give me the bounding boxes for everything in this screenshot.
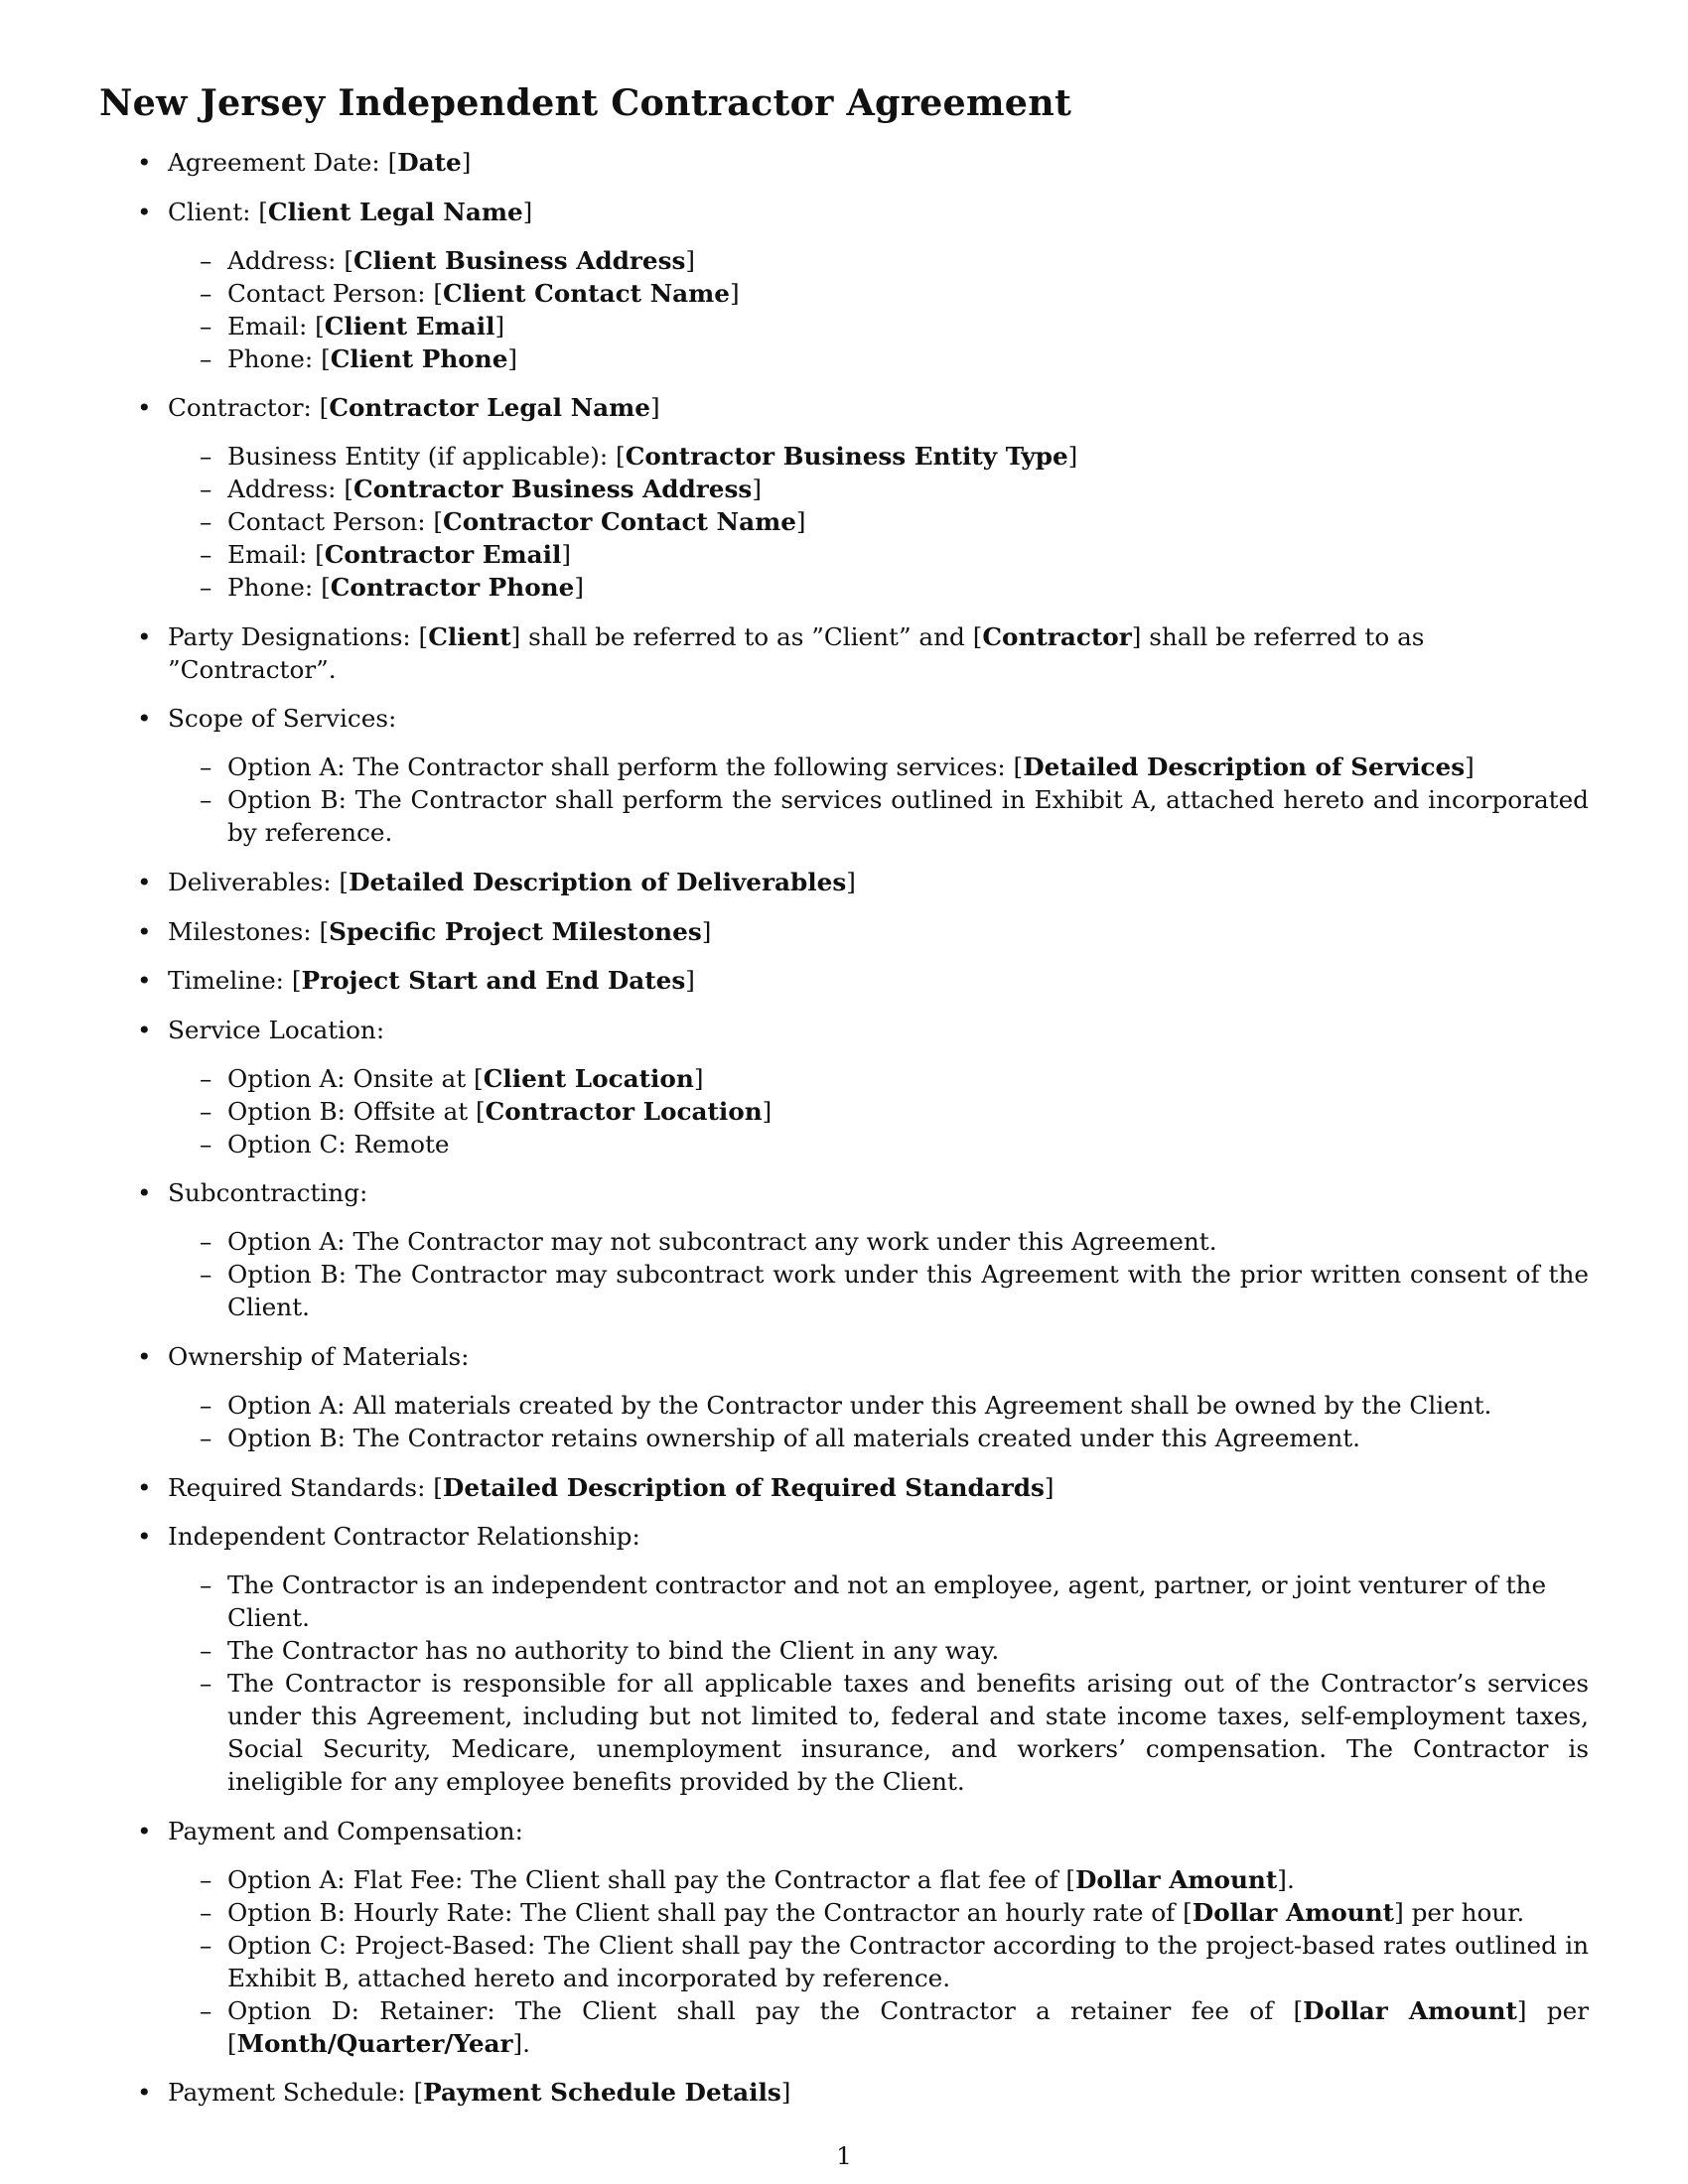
sub-item: – Phone: [Contractor Phone] [168, 571, 1589, 604]
option-d: – Option D: Retainer: The Client shall pay the Contractor a retainer fee of [Dollar Amount] per [Month/Quarter/Year]. [168, 1994, 1589, 2060]
clause-deliverables: • Deliverables: [Detailed Description of Deliverables] [99, 866, 1589, 898]
clause-text: shall be referred to as ”Client” and [520, 621, 973, 651]
placeholder-field: Specific Project Milestones [329, 916, 702, 946]
option-a: – Option A: Onsite at [Client Location] [168, 1062, 1589, 1095]
sub-item: – Phone: [Client Phone] [168, 342, 1589, 375]
placeholder-field: Client Contact Name [443, 278, 730, 308]
option-text: Option D: Retainer: The Client shall pay the Contractor a retainer fee of [227, 1995, 1294, 2025]
sub-label: Business Entity (if applicable): [227, 442, 617, 472]
option-b: – Option B: Offsite at [Contractor Location] [168, 1095, 1589, 1128]
sub-item: – Address: [Contractor Business Address] [168, 473, 1589, 505]
document-title: New Jersey Independent Contractor Agreement [99, 81, 1072, 124]
option-text: per hour. [1403, 1897, 1525, 1927]
option-text: per [1526, 1995, 1590, 2025]
placeholder-field: Client Location [483, 1063, 694, 1093]
clause-label: Scope of Services: [168, 704, 397, 734]
clause-scope [99, 702, 1589, 849]
option-c: – Option C: Remote [168, 1128, 1589, 1160]
clause-agreement-date: • Agreement Date: [Date] [99, 146, 1589, 179]
relationship-item: – The Contractor is an independent contractor and not an employee, agent, partner, or joint venturer of the Client. [168, 1569, 1589, 1634]
placeholder-field: Dollar Amount [1303, 1995, 1517, 2025]
placeholder-field: Client Business Address [353, 245, 686, 275]
placeholder-field: Project Start and End Dates [301, 966, 686, 996]
clause-label: Payment Schedule: [168, 2078, 414, 2108]
clause-client: • Client: [Client Legal Name] – Address: [Client Business Address] – Contact Person: [Client Contact Name] – Email: [Client Email] – Phone: [Client Phone] [99, 196, 1589, 375]
clause-label: Deliverables: [168, 867, 340, 896]
placeholder-field: Contractor Phone [330, 573, 575, 603]
scope-options [168, 751, 1589, 849]
relationship-item: – The Contractor has no authority to bind the Client in any way. [168, 1634, 1589, 1667]
sub-label: Phone: [227, 573, 322, 603]
clause-ownership [99, 1340, 1589, 1454]
clause-label: Client: [168, 197, 259, 226]
sub-label: Email: [227, 540, 316, 570]
location-options [168, 1062, 1589, 1160]
option-c: – Option C: Project-Based: The Client shall pay the Contractor according to the project-based rates outlined in Exhibit B, attached hereto and incorporated by reference. [168, 1929, 1589, 1994]
clause-service-location [99, 1014, 1589, 1160]
document-page [99, 81, 1589, 2125]
placeholder-field: Payment Schedule Details [423, 2078, 781, 2108]
placeholder-field: Dollar Amount [1192, 1897, 1395, 1927]
placeholder-field: Client [428, 621, 511, 651]
clause-list [99, 146, 1589, 2109]
placeholder-field: Contractor Business Entity Type [625, 442, 1068, 472]
option-text: Option B: Hourly Rate: The Client shall pay the Contractor an hourly rate of [227, 1897, 1184, 1927]
option-a: – Option A: The Contractor may not subcontract any work under this Agreement. [168, 1225, 1589, 1258]
sub-item: – Email: [Contractor Email] [168, 538, 1589, 571]
sub-item: – Email: [Client Email] [168, 310, 1589, 342]
sub-label: Email: [227, 311, 316, 341]
clause-label: Service Location: [168, 1015, 385, 1044]
relationship-items [168, 1569, 1589, 1798]
option-b: – Option B: The Contractor shall perform the services outlined in Exhibit A, attached hereto and incorporated by reference. [168, 783, 1589, 849]
sub-item: – Contact Person: [Contractor Contact Name] [168, 505, 1589, 538]
option-text: . [522, 2028, 531, 2058]
clause-label: Party Designations: [168, 621, 419, 651]
placeholder-field: Contractor Email [324, 540, 562, 570]
clause-label: Contractor: [168, 393, 320, 423]
option-text: Option B: Offsite at [227, 1096, 476, 1126]
sub-item: – Contact Person: [Client Contact Name] [168, 277, 1589, 310]
clause-relationship [99, 1520, 1589, 1798]
placeholder-field: Contractor [982, 621, 1132, 651]
option-a: – Option A: All materials created by the Contractor under this Agreement shall be owned by the Client. [168, 1389, 1589, 1422]
clause-label: Agreement Date: [168, 148, 388, 177]
placeholder-field: Month/Quarter/Year [236, 2028, 513, 2058]
clause-payment [99, 1815, 1589, 2060]
sub-label: Contact Person: [227, 278, 434, 308]
clause-milestones: • Milestones: [Specific Project Milestones] [99, 915, 1589, 948]
placeholder-field: Contractor Location [485, 1096, 763, 1126]
clause-timeline: • Timeline: [Project Start and End Dates] [99, 964, 1589, 997]
placeholder-field: Client Legal Name [267, 197, 523, 226]
option-b: – Option B: The Contractor may subcontract work under this Agreement with the prior written consent of the Client. [168, 1258, 1589, 1323]
clause-label: Subcontracting: [168, 1178, 368, 1208]
payment-options [168, 1863, 1589, 2060]
placeholder-field: Detailed Description of Services [1023, 752, 1466, 782]
clause-label: Ownership of Materials: [168, 1341, 470, 1371]
clause-party-designations: • Party Designations: [Client] shall be referred to as ”Client” and [Contractor] shall be referred to as ”Contractor”. [99, 620, 1589, 686]
placeholder-field: Contractor Legal Name [329, 393, 650, 423]
clause-label: Independent Contractor Relationship: [168, 1522, 640, 1552]
clause-label: Timeline: [168, 966, 292, 996]
sub-label: Address: [227, 245, 345, 275]
option-text: Option A: The Contractor shall perform the following services: [227, 752, 1014, 782]
placeholder-field: Contractor Contact Name [443, 507, 796, 537]
clause-label: Payment and Compensation: [168, 1816, 523, 1845]
clause-label: Milestones: [168, 916, 320, 946]
placeholder-field: Client Phone [330, 343, 508, 373]
clause-label: Required Standards: [168, 1472, 434, 1502]
sub-label: Address: [227, 475, 345, 504]
relationship-item: – The Contractor is responsible for all applicable taxes and benefits arising out of the Contractor’s services under this Agreement, including but not limited to, federal and state income taxes, self-employment taxes, Social Security, Medicare, unemployment insurance, and workers’ compensation. The Contractor is ineligible for any employee benefits provided by the Client. [168, 1667, 1589, 1798]
clause-text: shall be referred to as ”Contractor”. [168, 621, 1425, 684]
option-a: – Option A: Flat Fee: The Client shall pay the Contractor a flat fee of [Dollar Amount]. [168, 1863, 1589, 1896]
ownership-options [168, 1389, 1589, 1454]
placeholder-field: Detailed Description of Required Standards [442, 1472, 1045, 1502]
option-b: – Option B: Hourly Rate: The Client shall pay the Contractor an hourly rate of [Dollar Amount] per hour. [168, 1896, 1589, 1929]
placeholder-field: Contractor Business Address [353, 475, 753, 504]
sub-item: – Business Entity (if applicable): [Contractor Business Entity Type] [168, 440, 1589, 473]
sub-label: Phone: [227, 343, 322, 373]
client-details [168, 244, 1589, 375]
option-b: – Option B: The Contractor retains ownership of all materials created under this Agreement. [168, 1422, 1589, 1454]
option-text: Option A: Onsite at [227, 1063, 475, 1093]
option-a: – Option A: The Contractor shall perform the following services: [Detailed Description of Services] [168, 751, 1589, 783]
placeholder-field: Dollar Amount [1075, 1864, 1278, 1894]
option-text: Option A: Flat Fee: The Client shall pay the Contractor a flat fee of [227, 1864, 1066, 1894]
placeholder-field: Detailed Description of Deliverables [349, 867, 847, 896]
page-number: 1 [836, 2141, 852, 2170]
contractor-details [168, 440, 1589, 604]
placeholder-field: Client Email [324, 311, 495, 341]
option-text: . [1286, 1864, 1295, 1894]
sub-label: Contact Person: [227, 507, 434, 537]
subcontracting-options [168, 1225, 1589, 1323]
placeholder-field: Date [397, 148, 462, 177]
clause-required-standards: • Required Standards: [Detailed Description of Required Standards] [99, 1471, 1589, 1504]
sub-item: – Address: [Client Business Address] [168, 244, 1589, 277]
clause-payment-schedule: • Payment Schedule: [Payment Schedule Details] [99, 2076, 1589, 2109]
clause-contractor: • Contractor: [Contractor Legal Name] – Business Entity (if applicable): [Contractor Business Entity Type] – Address: [Contractor Business Address] – Contact Person: [Contractor Contact Name] – Email: [Contractor Email] – Phone: [Contractor Phone] [99, 391, 1589, 604]
clause-subcontracting [99, 1176, 1589, 1323]
